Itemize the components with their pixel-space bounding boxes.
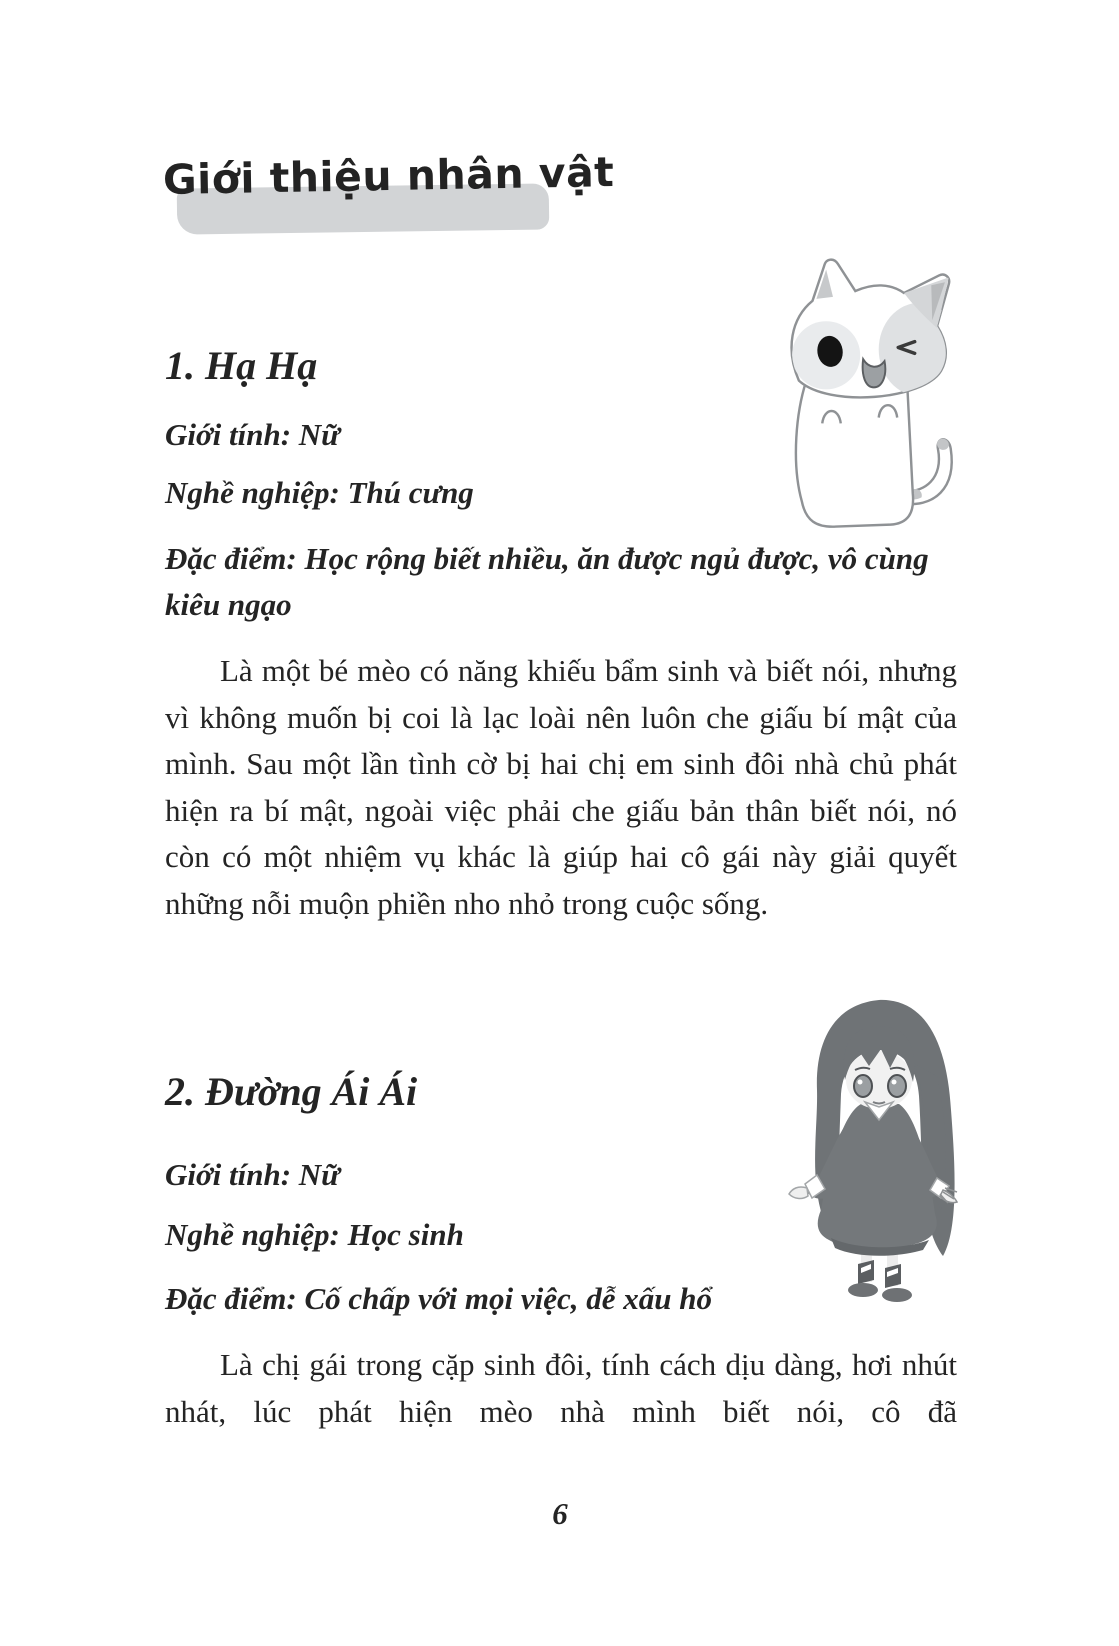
page-title: Giới thiệu nhân vật [162, 148, 615, 204]
character-2-job: Nghề nghiệp: Học sinh [165, 1217, 464, 1252]
page-number: 6 [552, 1496, 568, 1531]
character-2-heading: 2. Đường Ái Ái [165, 1069, 418, 1114]
page-title-block [162, 148, 615, 204]
character-2-traits: Đặc điểm: Cố chấp với mọi việc, dễ xấu hổ [165, 1281, 712, 1316]
character-1-description: Là một bé mèo có năng khiếu bẩm sinh và biết nói, nhưng vì không muốn bị coi là lạc loài nên luôn che giấu bí mật của mình. Sau một lần tình cờ bị hai chị em sinh đôi nhà chủ phát hiện ra bí mật, ngoài việc phải che giấu bản thân biết nói, nó còn có một nhiệm vụ khác là giúp hai cô gái này giải quyết những nỗi muộn phiền nho nhỏ trong cuộc sống. [165, 653, 957, 921]
character-1-traits: Đặc điểm: Học rộng biết nhiều, ăn được ngủ được, vô cùng kiêu ngạo [165, 541, 929, 622]
cat-illustration [762, 256, 974, 548]
character-1-heading: 1. Hạ Hạ [165, 343, 318, 388]
character-1-job: Nghề nghiệp: Thú cưng [165, 475, 474, 510]
character-1-gender: Giới tính: Nữ [165, 417, 340, 452]
girl-illustration [786, 998, 978, 1318]
character-2-gender: Giới tính: Nữ [165, 1157, 340, 1192]
character-2-description: Là chị gái trong cặp sinh đôi, tính cách dịu dàng, hơi nhút nhát, lúc phát hiện mèo nhà mình biết nói, cô đã [165, 1347, 957, 1429]
